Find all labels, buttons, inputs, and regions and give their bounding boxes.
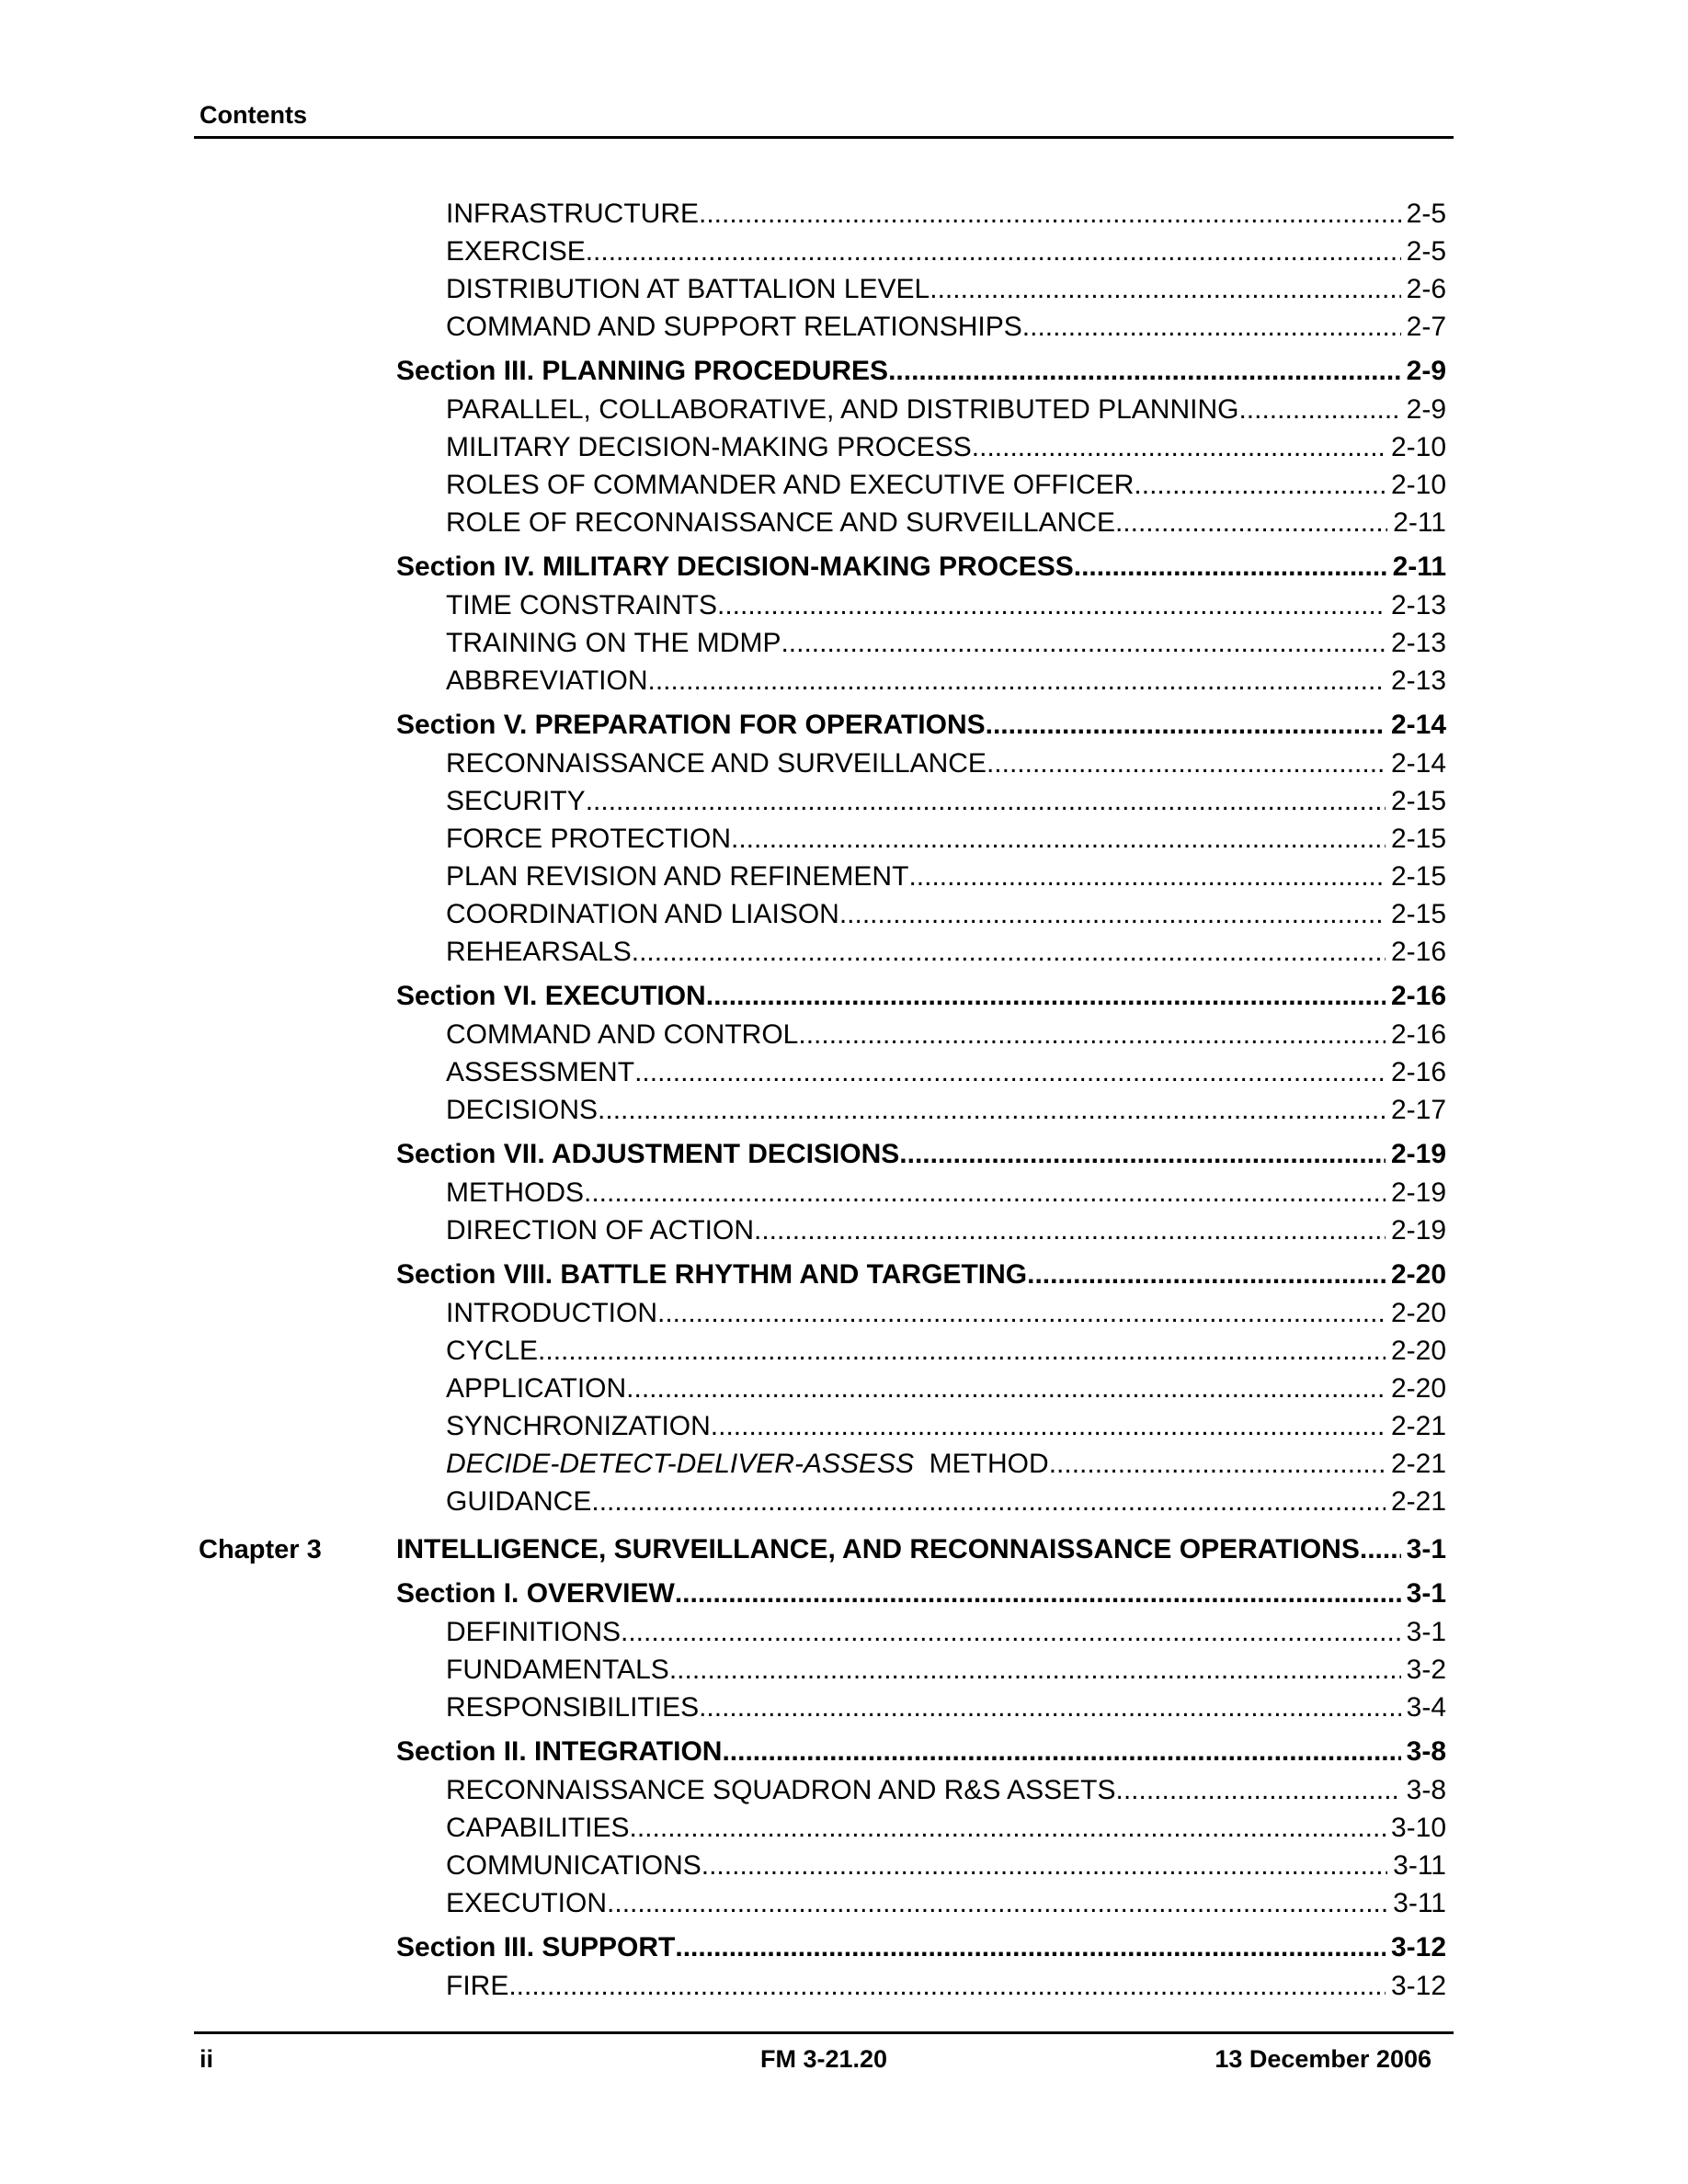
dot-leader: [699, 195, 1401, 233]
toc-page-number: 2-9: [1406, 394, 1446, 425]
dot-leader: [1360, 1530, 1401, 1570]
dot-leader: [930, 270, 1400, 308]
toc-entry-title: DIRECTION OF ACTION: [446, 1215, 755, 1246]
toc-entry-title: TIME CONSTRAINTS: [446, 590, 718, 620]
dot-leader: [657, 1294, 1386, 1332]
dot-leader: [621, 1613, 1401, 1651]
toc-page-number: 3-1: [1406, 1578, 1446, 1609]
toc-entry-row: [0, 1407, 1688, 1445]
toc-page-number: 3-1: [1406, 1617, 1446, 1647]
toc-section-row: [0, 1928, 1688, 1967]
toc-entry-title: Section VII. ADJUSTMENT DECISIONS: [396, 1139, 900, 1169]
toc-entry: [446, 933, 1446, 971]
toc-entry: [446, 1613, 1446, 1651]
toc-section-row: [0, 1732, 1688, 1771]
toc-entry: [446, 1689, 1446, 1726]
dot-leader: [706, 976, 1386, 1016]
toc-entry-title: APPLICATION: [446, 1373, 627, 1404]
dot-leader: [669, 1651, 1401, 1689]
toc-entry: [446, 270, 1446, 308]
toc-entry-row: [0, 933, 1688, 971]
toc-entry-title: TRAINING ON THE MDMP: [446, 628, 781, 658]
toc-entry-title: Section VIII. BATTLE RHYTHM AND TARGETING: [396, 1259, 1028, 1290]
toc-entry: [396, 1732, 1446, 1771]
toc-page-number: 3-12: [1390, 1932, 1446, 1962]
dot-leader: [987, 745, 1386, 782]
toc-entry-title: DISTRIBUTION AT BATTALION LEVEL: [446, 274, 930, 304]
toc-entry-row: [0, 586, 1688, 624]
toc-page-number: 3-1: [1406, 1534, 1446, 1564]
toc-entry-row: [0, 895, 1688, 933]
toc-entry: [396, 1255, 1446, 1294]
toc-entry-title: RESPONSIBILITIES: [446, 1692, 700, 1723]
toc-entry: [446, 624, 1446, 662]
toc-page-number: 2-21: [1390, 1449, 1446, 1479]
toc-entry-row: [0, 1613, 1688, 1651]
footer-date: 13 December 2006: [1215, 2045, 1431, 2073]
dot-leader: [1074, 547, 1387, 586]
toc-entry-row: [0, 1091, 1688, 1129]
toc-entry-title: REHEARSALS: [446, 937, 632, 967]
toc-page-number: 2-15: [1390, 786, 1446, 816]
toc-entry: [446, 1091, 1446, 1129]
toc-entry-title: METHODS: [446, 1177, 584, 1208]
dot-leader: [586, 782, 1386, 820]
toc-entry: [446, 895, 1446, 933]
toc-entry: [446, 1211, 1446, 1249]
toc-page-number: 2-19: [1390, 1177, 1446, 1208]
toc-entry-row: [0, 504, 1688, 541]
toc-entry-title: DECISIONS: [446, 1095, 599, 1125]
dot-leader: [839, 895, 1386, 933]
dot-leader: [586, 233, 1401, 270]
toc-entry-row: [0, 1651, 1688, 1689]
dot-leader: [754, 1211, 1386, 1249]
toc-page-number: 2-20: [1390, 1259, 1446, 1290]
dot-leader: [675, 1574, 1401, 1613]
toc-entry: [396, 1574, 1446, 1613]
toc-entry-title: CAPABILITIES: [446, 1813, 630, 1843]
dot-leader: [1115, 504, 1387, 541]
toc-entry: [446, 1294, 1446, 1332]
toc-entry-row: [0, 428, 1688, 466]
toc-entry: [446, 745, 1446, 782]
toc-page-number: 2-11: [1392, 552, 1446, 582]
running-header-title: Contents: [200, 101, 307, 129]
toc-entry-row: [0, 308, 1688, 346]
toc-page-number: 2-13: [1390, 665, 1446, 696]
toc-page-number: 3-2: [1406, 1655, 1446, 1685]
dot-leader: [781, 624, 1386, 662]
toc-entry-title: RECONNAISSANCE AND SURVEILLANCE: [446, 748, 987, 779]
toc-section-row: [0, 1134, 1688, 1174]
toc-entry-title: DEFINITIONS: [446, 1617, 622, 1647]
toc-page-number: 2-10: [1390, 432, 1446, 462]
toc-page-number: 2-19: [1390, 1215, 1446, 1246]
toc-page-number: 2-16: [1390, 1057, 1446, 1087]
toc-entry-title: Section II. INTEGRATION: [396, 1736, 723, 1767]
toc-entry: [446, 820, 1446, 858]
dot-leader: [1022, 308, 1401, 346]
toc-entry-row: [0, 782, 1688, 820]
toc-entry-title: ROLE OF RECONNAISSANCE AND SURVEILLANCE: [446, 507, 1115, 538]
toc-entry-title: Section I. OVERVIEW: [396, 1578, 675, 1609]
toc-entry-row: [0, 466, 1688, 504]
dot-leader: [798, 1016, 1386, 1053]
toc-entry: [446, 782, 1446, 820]
toc-entry-title: FORCE PROTECTION: [446, 824, 732, 854]
toc-entry: [446, 1809, 1446, 1847]
toc-entry-title: [446, 1445, 1049, 1483]
toc-entry-row: [0, 662, 1688, 700]
toc-entry-row: [0, 270, 1688, 308]
toc-entry-title: CYCLE: [446, 1336, 539, 1366]
toc-page-number: 2-17: [1390, 1095, 1446, 1125]
dot-leader: [908, 858, 1386, 895]
toc-page-number: 3-8: [1406, 1775, 1446, 1805]
toc-page-number: 3-10: [1390, 1813, 1446, 1843]
toc-entry: [446, 1332, 1446, 1370]
footer-page-number: ii: [200, 2045, 214, 2073]
toc-page-number: 2-15: [1390, 824, 1446, 854]
toc-page-number: 2-21: [1390, 1486, 1446, 1517]
toc-entry-title: SYNCHRONIZATION: [446, 1411, 711, 1441]
dot-leader: [626, 1370, 1386, 1407]
dot-leader: [717, 586, 1386, 624]
toc-page-number: 2-19: [1390, 1139, 1446, 1169]
toc-entry-row: [0, 1445, 1688, 1483]
toc-entry: [446, 1174, 1446, 1211]
toc-entry-title: RECONNAISSANCE SQUADRON AND R&S ASSETS: [446, 1775, 1116, 1805]
table-of-contents: [0, 195, 1688, 2005]
toc-entry: [446, 1884, 1446, 1922]
toc-entry-row: [0, 195, 1688, 233]
toc-entry: [446, 428, 1446, 466]
toc-page-number: 2-14: [1390, 748, 1446, 779]
toc-entry: [446, 662, 1446, 700]
toc-entry-title: COORDINATION AND LIAISON: [446, 899, 839, 929]
toc-page-number: 3-8: [1406, 1736, 1446, 1767]
toc-page-number: 2-16: [1390, 981, 1446, 1011]
dot-leader: [711, 1407, 1386, 1445]
toc-section-row: [0, 976, 1688, 1016]
toc-page-number: 3-4: [1406, 1692, 1446, 1723]
dot-leader: [699, 1689, 1401, 1726]
toc-entry: [396, 1530, 1446, 1570]
toc-entry-row: [0, 624, 1688, 662]
toc-entry-title: ASSESSMENT: [446, 1057, 635, 1087]
dot-leader: [899, 1134, 1386, 1174]
toc-entry-row: [0, 820, 1688, 858]
dot-leader: [1049, 1445, 1386, 1483]
toc-entry: [446, 504, 1446, 541]
toc-entry-row: [0, 1483, 1688, 1520]
toc-section-row: [0, 1574, 1688, 1613]
toc-entry-title: Section IV. MILITARY DECISION-MAKING PROCESS: [396, 552, 1074, 582]
dot-leader: [731, 820, 1386, 858]
toc-entry-row: [0, 858, 1688, 895]
toc-page-number: 2-20: [1390, 1336, 1446, 1366]
toc-page-number: 2-20: [1390, 1298, 1446, 1328]
toc-entry: [446, 1445, 1446, 1483]
toc-entry-row: [0, 1689, 1688, 1726]
toc-entry-title: EXECUTION: [446, 1888, 608, 1918]
toc-entry-row: [0, 1884, 1688, 1922]
toc-entry: [446, 308, 1446, 346]
dot-leader: [598, 1091, 1386, 1129]
toc-entry: [446, 466, 1446, 504]
toc-entry-row: [0, 1174, 1688, 1211]
toc-entry-title: INFRASTRUCTURE: [446, 199, 699, 229]
toc-entry-row: [0, 1211, 1688, 1249]
dot-leader: [986, 705, 1386, 745]
dot-leader: [648, 662, 1386, 700]
toc-entry-row: [0, 391, 1688, 428]
page-footer: [194, 2031, 1454, 2071]
toc-entry: [396, 976, 1446, 1016]
dot-leader: [888, 351, 1401, 391]
toc-entry-title: ROLES OF COMMANDER AND EXECUTIVE OFFICER: [446, 470, 1135, 500]
toc-entry-title: Section III. PLANNING PROCEDURES: [396, 356, 889, 386]
toc-entry: [446, 586, 1446, 624]
toc-entry-title: FUNDAMENTALS: [446, 1655, 669, 1685]
toc-page-number: 2-7: [1406, 312, 1446, 342]
toc-entry-title: Section VI. EXECUTION: [396, 981, 706, 1011]
toc-entry-title: EXERCISE: [446, 236, 586, 267]
dot-leader: [607, 1884, 1387, 1922]
toc-entry-title: SECURITY: [446, 786, 586, 816]
toc-entry-title: PARALLEL, COLLABORATIVE, AND DISTRIBUTED PLANNING: [446, 394, 1239, 425]
toc-entry-title-rest: METHOD: [914, 1449, 1049, 1479]
toc-entry: [396, 705, 1446, 745]
toc-entry-row: [0, 1016, 1688, 1053]
toc-page-number: 3-12: [1390, 1971, 1446, 2001]
toc-page-number: 2-11: [1393, 507, 1446, 538]
toc-entry-row: [0, 1771, 1688, 1809]
toc-entry-title: INTRODUCTION: [446, 1298, 657, 1328]
toc-entry-title: COMMUNICATIONS: [446, 1850, 701, 1881]
toc-section-row: [0, 1255, 1688, 1294]
toc-entry: [446, 1053, 1446, 1091]
toc-entry-row: [0, 1967, 1688, 2005]
toc-page-number: 2-20: [1390, 1373, 1446, 1404]
toc-entry-row: [0, 1294, 1688, 1332]
dot-leader: [722, 1732, 1400, 1771]
toc-section-row: [0, 351, 1688, 391]
toc-entry-row: [0, 1370, 1688, 1407]
toc-entry: [446, 1967, 1446, 2005]
toc-entry-row: [0, 745, 1688, 782]
dot-leader: [584, 1174, 1386, 1211]
toc-entry: [446, 195, 1446, 233]
toc-entry-row: [0, 1847, 1688, 1884]
toc-page-number: 2-15: [1390, 899, 1446, 929]
toc-entry-row: [0, 1332, 1688, 1370]
toc-entry-title: Section V. PREPARATION FOR OPERATIONS: [396, 710, 986, 740]
dot-leader: [1134, 466, 1386, 504]
dot-leader: [1238, 391, 1400, 428]
toc-entry-title: INTELLIGENCE, SURVEILLANCE, AND RECONNAISSANCE OPERATIONS: [396, 1534, 1360, 1564]
toc-entry-title: Section III. SUPPORT: [396, 1932, 676, 1962]
toc-entry-title-italic: DECIDE-DETECT-DELIVER-ASSESS: [446, 1449, 915, 1479]
toc-section-row: [0, 547, 1688, 586]
toc-entry-title: GUIDANCE: [446, 1486, 592, 1517]
dot-leader: [1116, 1771, 1401, 1809]
toc-entry-title: FIRE: [446, 1971, 509, 2001]
toc-entry: [396, 1134, 1446, 1174]
toc-page-number: 2-13: [1390, 628, 1446, 658]
toc-entry: [446, 1771, 1446, 1809]
dot-leader: [538, 1332, 1386, 1370]
toc-page-number: 2-21: [1390, 1411, 1446, 1441]
dot-leader: [701, 1847, 1387, 1884]
toc-entry: [396, 1928, 1446, 1967]
toc-page-number: 2-13: [1390, 590, 1446, 620]
dot-leader: [972, 428, 1386, 466]
toc-section-row: [0, 705, 1688, 745]
dot-leader: [634, 1053, 1386, 1091]
toc-page-number: 2-6: [1406, 274, 1446, 304]
toc-page-number: 2-9: [1406, 356, 1446, 386]
toc-entry-row: [0, 1809, 1688, 1847]
page-header: [194, 99, 1454, 139]
toc-entry: [446, 1651, 1446, 1689]
toc-entry-title: COMMAND AND CONTROL: [446, 1019, 799, 1050]
toc-entry: [446, 233, 1446, 270]
dot-leader: [591, 1483, 1386, 1520]
dot-leader: [632, 933, 1386, 971]
toc-page-number: 2-16: [1390, 1019, 1446, 1050]
footer-manual-number: FM 3-21.20: [759, 2045, 888, 2073]
toc-entry: [396, 547, 1446, 586]
toc-entry: [446, 391, 1446, 428]
dot-leader: [675, 1928, 1386, 1967]
toc-chapter-row: [0, 1530, 1688, 1570]
toc-page-number: 2-5: [1406, 199, 1446, 229]
dot-leader: [508, 1967, 1386, 2005]
dot-leader: [1027, 1255, 1386, 1294]
toc-entry: [446, 1407, 1446, 1445]
toc-entry: [446, 1483, 1446, 1520]
toc-page-number: 2-14: [1390, 710, 1446, 740]
chapter-label: Chapter 3: [199, 1535, 322, 1564]
toc-page-number: 2-10: [1390, 470, 1446, 500]
toc-entry-row: [0, 233, 1688, 270]
toc-entry-title: ABBREVIATION: [446, 665, 648, 696]
toc-page-number: 2-16: [1390, 937, 1446, 967]
toc-entry: [446, 858, 1446, 895]
toc-entry: [396, 351, 1446, 391]
toc-entry-row: [0, 1053, 1688, 1091]
toc-entry: [446, 1847, 1446, 1884]
toc-entry-title: MILITARY DECISION-MAKING PROCESS: [446, 432, 972, 462]
toc-entry: [446, 1370, 1446, 1407]
toc-page-number: 3-11: [1393, 1888, 1446, 1918]
toc-entry-title: COMMAND AND SUPPORT RELATIONSHIPS: [446, 312, 1022, 342]
toc-entry: [446, 1016, 1446, 1053]
dot-leader: [630, 1809, 1386, 1847]
toc-entry-title: PLAN REVISION AND REFINEMENT: [446, 861, 909, 892]
toc-page-number: 2-15: [1390, 861, 1446, 892]
toc-page-number: 2-5: [1406, 236, 1446, 267]
toc-page-number: 3-11: [1393, 1850, 1446, 1881]
